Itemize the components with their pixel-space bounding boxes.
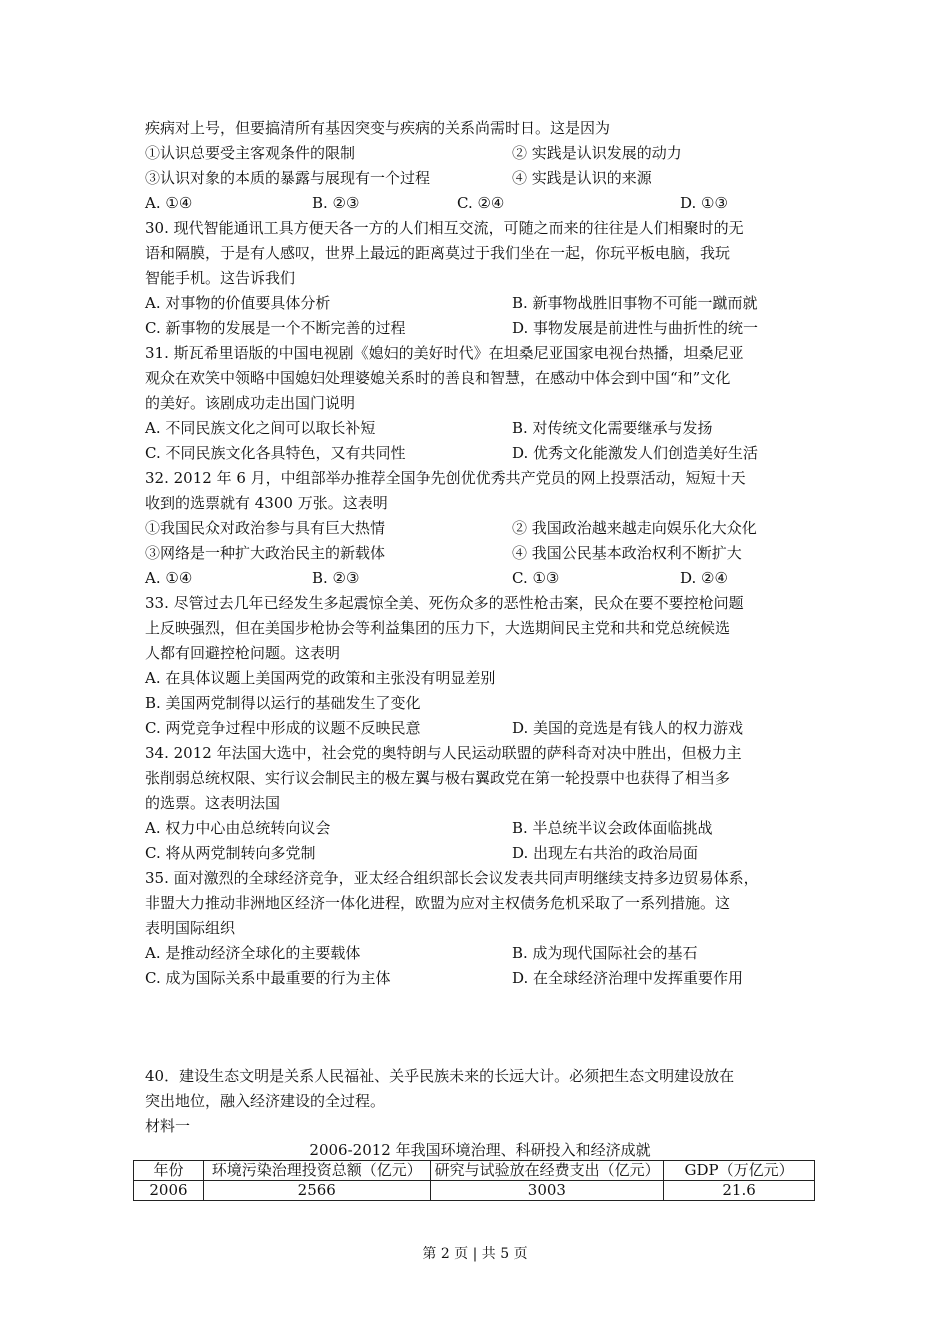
table-header-cell: GDP（万亿元） — [664, 1161, 815, 1181]
q32-choice-a: A. ①④ — [145, 569, 193, 587]
q29-choice-c: C. ②④ — [457, 194, 505, 212]
q29-text: 疾病对上号，但要搞清所有基因突变与疾病的关系尚需时日。这是因为 — [145, 119, 611, 137]
table-caption: 2006-2012 年我国环境治理、科研投入和经济成就 — [309, 1141, 651, 1159]
q32-options-row1 — [145, 518, 815, 540]
q35-line1: 35. 面对激烈的全球经济竞争，亚太经合组织部长会议发表共同声明继续支持多边贸易体系， — [145, 869, 759, 887]
q33-line1: 33. 尽管过去几年已经发生多起震惊全美、死伤众多的恶性枪击案，民众在要不要控枪问题 — [145, 594, 744, 612]
q35-choice-c: C. 成为国际关系中最重要的行为主体 — [145, 969, 391, 987]
q32-opt4: ④ 我国公民基本政治权利不断扩大 — [512, 544, 742, 562]
q29-opt1: ①认识总要受主客观条件的限制 — [145, 144, 356, 162]
q35-choice-b: B. 成为现代国际社会的基石 — [512, 944, 698, 962]
q34-options-row1 — [145, 818, 815, 840]
q40-material-label: 材料一 — [145, 1117, 191, 1135]
q30-options-row1 — [145, 293, 815, 315]
q33-choice-a: A. 在具体议题上美国两党的政策和主张没有明显差别 — [145, 669, 496, 687]
q30-line1: 30. 现代智能通讯工具方便天各一方的人们相互交流，可随之而来的往往是人们相聚时的无 — [145, 219, 744, 237]
q32-line1: 32. 2012 年 6 月，中组部举办推荐全国争先创优优秀共产党员的网上投票活动，短短十天 — [145, 469, 746, 487]
q35-line2: 非盟大力推动非洲地区经济一体化进程，欧盟为应对主权债务危机采取了一系列措施。这 — [145, 894, 731, 912]
q29-choice-d: D. ①③ — [680, 194, 728, 212]
table-cell: 2006 — [134, 1181, 204, 1201]
q29-options-row2 — [145, 168, 815, 190]
q32-line2: 收到的选票就有 4300 万张。这表明 — [145, 494, 388, 512]
q33-choice-d: D. 美国的竞选是有钱人的权力游戏 — [512, 719, 744, 737]
table-header-row — [134, 1161, 815, 1181]
q32-opt3: ③网络是一种扩大政治民主的新载体 — [145, 544, 386, 562]
q31-choice-b: B. 对传统文化需要继承与发扬 — [512, 419, 713, 437]
q32-choice-b: B. ②③ — [312, 569, 360, 587]
q32-opt1: ①我国民众对政治参与具有巨大热情 — [145, 519, 386, 537]
q35-choice-d: D. 在全球经济治理中发挥重要作用 — [512, 969, 744, 987]
q40-line2: 突出地位，融入经济建设的全过程。 — [145, 1092, 386, 1110]
q30-choice-d: D. 事物发展是前进性与曲折性的统一 — [512, 319, 759, 337]
q31-choice-c: C. 不同民族文化各具特色，又有共同性 — [145, 444, 406, 462]
q32-opt2: ② 我国政治越来越走向娱乐化大众化 — [512, 519, 757, 537]
page-footer: 第 2 页 | 共 5 页 — [422, 1246, 528, 1262]
table-header-cell: 年份 — [134, 1161, 204, 1181]
q34-line3: 的选票。这表明法国 — [145, 794, 281, 812]
q32-choice-c: C. ①③ — [512, 569, 560, 587]
q33-line3: 人都有回避控枪问题。这表明 — [145, 644, 341, 662]
q34-choice-b: B. 半总统半议会政体面临挑战 — [512, 819, 713, 837]
q30-line3: 智能手机。这告诉我们 — [145, 269, 296, 287]
q30-choice-a: A. 对事物的价值要具体分析 — [145, 294, 331, 312]
q31-choice-d: D. 优秀文化能激发人们创造美好生活 — [512, 444, 759, 462]
q32-answers — [145, 568, 815, 590]
q34-choice-a: A. 权力中心由总统转向议会 — [145, 819, 331, 837]
table-cell: 3003 — [430, 1181, 664, 1201]
q30-choice-b: B. 新事物战胜旧事物不可能一蹴而就 — [512, 294, 758, 312]
q29-choice-b: B. ②③ — [312, 194, 360, 212]
q35-options-row2 — [145, 968, 815, 990]
q29-opt3: ③认识对象的本质的暴露与展现有一个过程 — [145, 169, 431, 187]
q31-options-row1 — [145, 418, 815, 440]
table-header-cell: 环境污染治理投资总额（亿元） — [203, 1161, 430, 1181]
q31-options-row2 — [145, 443, 815, 465]
q31-line1: 31. 斯瓦希里语版的中国电视剧《媳妇的美好时代》在坦桑尼亚国家电视台热播，坦桑尼亚 — [145, 344, 744, 362]
q34-line2: 张削弱总统权限、实行议会制民主的极左翼与极右翼政党在第一轮投票中也获得了相当多 — [145, 769, 731, 787]
table-row — [134, 1181, 815, 1201]
q35-line3: 表明国际组织 — [145, 919, 236, 937]
q30-choice-c: C. 新事物的发展是一个不断完善的过程 — [145, 319, 406, 337]
q29-answers — [145, 193, 815, 215]
table-cell: 2566 — [203, 1181, 430, 1201]
q33-choice-c: C. 两党竞争过程中形成的议题不反映民意 — [145, 719, 421, 737]
q29-options-row1 — [145, 143, 815, 165]
q30-line2: 语和隔膜，于是有人感叹，世界上最远的距离莫过于我们坐在一起，你玩平板电脑，我玩 — [145, 244, 731, 262]
q31-line3: 的美好。该剧成功走出国门说明 — [145, 394, 356, 412]
q31-choice-a: A. 不同民族文化之间可以取长补短 — [145, 419, 376, 437]
table-cell: 21.6 — [664, 1181, 815, 1201]
q34-choice-c: C. 将从两党制转向多党制 — [145, 844, 316, 862]
q35-choice-a: A. 是推动经济全球化的主要载体 — [145, 944, 361, 962]
data-table — [133, 1160, 815, 1201]
q40-line1: 40．建设生态文明是关系人民福祉、关乎民族未来的长远大计。必须把生态文明建设放在 — [145, 1067, 735, 1085]
q32-options-row2 — [145, 543, 815, 565]
q29-opt2: ② 实践是认识发展的动力 — [512, 144, 682, 162]
q29-opt4: ④ 实践是认识的来源 — [512, 169, 652, 187]
q35-options-row1 — [145, 943, 815, 965]
q30-options-row2 — [145, 318, 815, 340]
q32-choice-d: D. ②④ — [680, 569, 728, 587]
q34-choice-d: D. 出现左右共治的政治局面 — [512, 844, 699, 862]
q33-line2: 上反映强烈，但在美国步枪协会等利益集团的压力下，大选期间民主党和共和党总统候选 — [145, 619, 731, 637]
q34-line1: 34. 2012 年法国大选中，社会党的奥特朗与人民运动联盟的萨科奇对决中胜出，但极力主 — [145, 744, 742, 762]
q33-choice-b: B. 美国两党制得以运行的基础发生了变化 — [145, 694, 421, 712]
table-header-cell: 研究与试验放在经费支出（亿元） — [430, 1161, 664, 1181]
q29-choice-a: A. ①④ — [145, 194, 193, 212]
q33-options-row — [145, 718, 815, 740]
q34-options-row2 — [145, 843, 815, 865]
q31-line2: 观众在欢笑中领略中国媳妇处理婆媳关系时的善良和智慧，在感动中体会到中国“和”文化 — [145, 369, 731, 387]
